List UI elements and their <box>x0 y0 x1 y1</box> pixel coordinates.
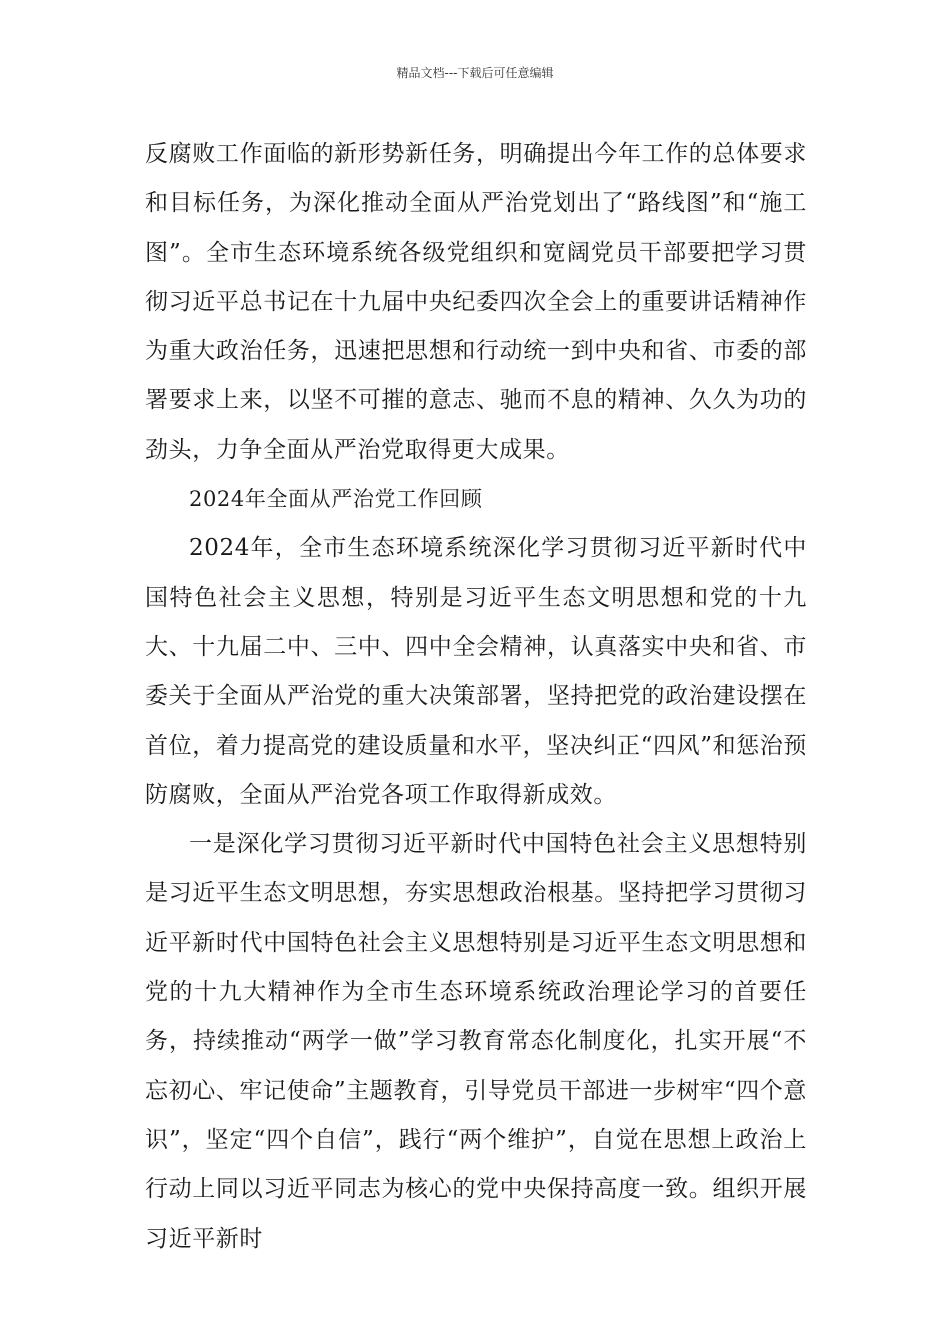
paragraph-review: 2024年，全市生态环境系统深化学习贯彻习近平新时代中国特色社会主义思想，特别是习近平生态文明思想和党的十九大、十九届二中、三中、四中全会精神，认真落实中央和省、市委关于全面从严治党的重大决策部署，坚持把党的政治建设摆在首位，着力提高党的建设质量和水平，坚决纠正“四风”和惩治预防腐败，全面从严治党各项工作取得新成效。 <box>145 535 807 808</box>
section-heading: 2024年全面从严治党工作回顾 <box>189 487 483 512</box>
paragraph-continuation: 反腐败工作面临的新形势新任务，明确提出今年工作的总体要求和目标任务，为深化推动全面从严治党划出了“路线图”和“施工图”。全市生态环境系统各级党组织和宽阔党员干部要把学习贯彻习近平总书记在十九届中央纪委四次全会上的重要讲话精神作为重大政治任务，迅速把思想和行动统一到中央和省、市委的部署要求上来，以坚不可摧的意志、驰而不息的精神、久久为功的劲头，力争全面从严治党取得更大成果。 <box>145 141 807 463</box>
document-body <box>145 130 807 1264</box>
page-header: 精品文档---下载后可任意编辑 <box>396 66 554 80</box>
paragraph-point-one: 一是深化学习贯彻习近平新时代中国特色社会主义思想特别是习近平生态文明思想，夯实思想政治根基。坚持把学习贯彻习近平新时代中国特色社会主义思想特别是习近平生态文明思想和党的十九大精神作为全市生态环境系统政治理论学习的首要任务，持续推动“两学一做”学习教育常态化制度化，扎实开展“不忘初心、牢记使命”主题教育，引导党员干部进一步树牢“四个意识”，坚定“四个自信”，践行“两个维护”，自觉在思想上政治上行动上同以习近平同志为核心的党中央保持高度一致。组织开展习近平新时 <box>145 831 807 1252</box>
